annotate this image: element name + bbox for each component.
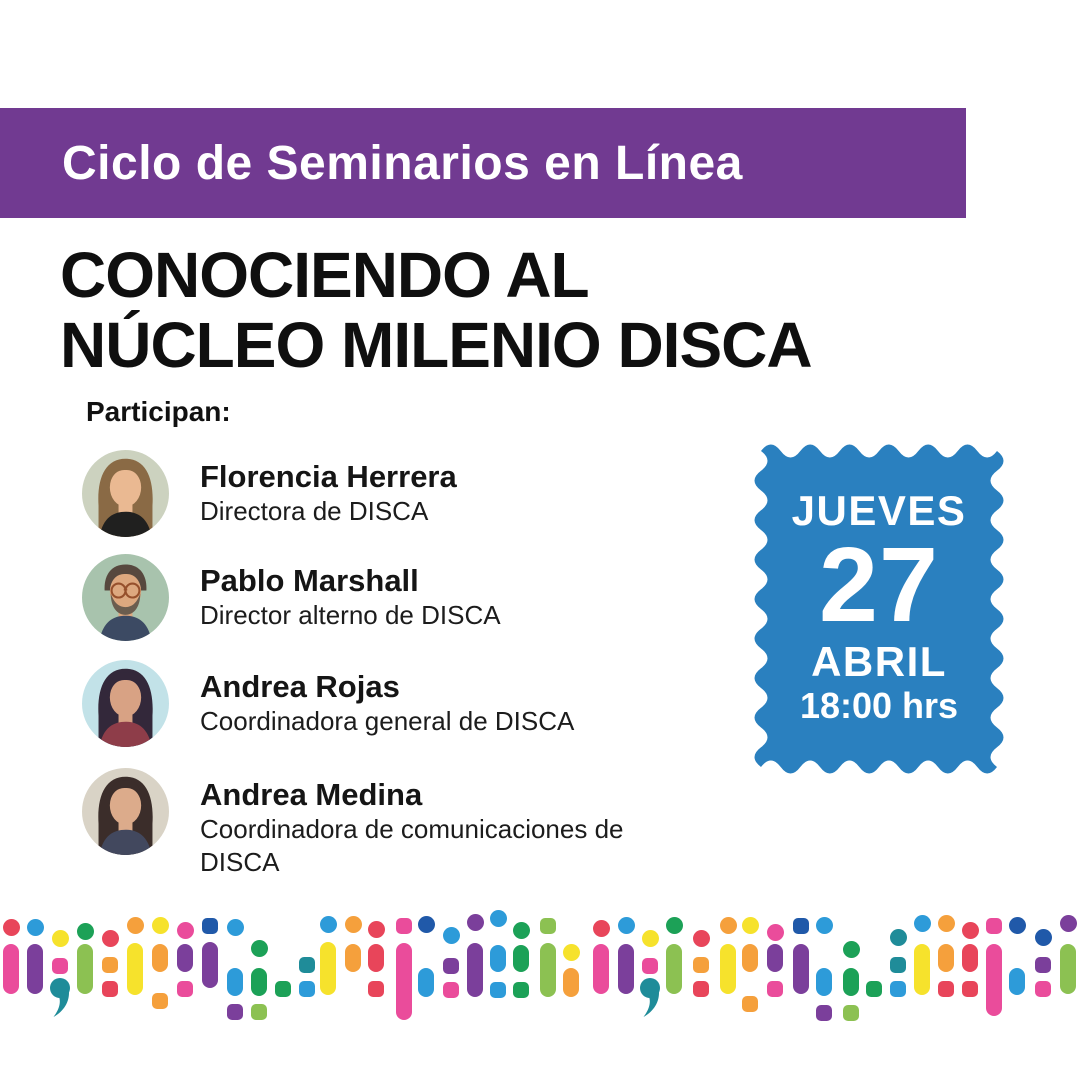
participant-avatar — [82, 768, 169, 855]
participant-avatar — [82, 554, 169, 641]
participant-text — [200, 554, 501, 632]
pattern-shape — [563, 968, 579, 997]
series-banner-label: Ciclo de Seminarios en Línea — [62, 136, 743, 190]
participant-name: Andrea Medina — [200, 777, 423, 812]
pattern-shape — [866, 981, 882, 997]
pattern-shape — [52, 958, 68, 974]
pattern-shape — [962, 944, 978, 972]
pattern-shape — [742, 996, 758, 1012]
pattern-shape — [513, 945, 529, 972]
pattern-shape — [767, 981, 783, 997]
avatar — [82, 554, 169, 641]
participant-row — [82, 554, 501, 641]
pattern-shape — [1060, 915, 1077, 932]
event-day-name: JUEVES — [791, 487, 967, 534]
pattern-shape — [513, 982, 529, 998]
pattern-shape — [152, 917, 169, 934]
pattern-shape — [127, 943, 143, 995]
pattern-shape — [368, 981, 384, 997]
participant-row — [82, 450, 457, 537]
pattern-shape — [816, 1005, 832, 1021]
pattern-shape — [593, 920, 610, 937]
pattern-shape — [767, 944, 783, 972]
dot-pattern-decoration — [0, 915, 1080, 1027]
pattern-shape — [3, 919, 20, 936]
pattern-shape — [227, 968, 243, 996]
event-month: ABRIL — [811, 638, 947, 685]
pattern-shape — [490, 910, 507, 927]
pattern-shape — [396, 943, 412, 1020]
pattern-shape — [986, 918, 1002, 934]
pattern-shape — [251, 968, 267, 996]
date-stamp-content — [753, 443, 1005, 725]
pattern-shape — [127, 917, 144, 934]
pattern-shape — [843, 968, 859, 996]
pattern-shape — [251, 1004, 267, 1020]
pattern-shape — [513, 922, 530, 939]
pattern-shape — [540, 918, 556, 934]
pattern-shape — [693, 957, 709, 973]
pattern-shape — [1035, 981, 1051, 997]
pattern-shape — [618, 944, 634, 994]
pattern-shape — [177, 981, 193, 997]
participant-text — [200, 450, 457, 528]
pattern-shape — [642, 958, 658, 974]
event-time: 18:00 hrs — [799, 685, 959, 726]
pattern-shape — [177, 922, 194, 939]
pattern-shape — [3, 944, 19, 994]
pattern-shape — [563, 944, 580, 961]
pattern-shape — [27, 944, 43, 994]
pattern-shape — [152, 993, 168, 1009]
pattern-shape — [490, 982, 506, 998]
pattern-shape — [443, 927, 460, 944]
event-day-number: 27 — [819, 526, 939, 644]
pattern-shape — [890, 929, 907, 946]
participant-name: Florencia Herrera — [200, 459, 457, 494]
pattern-shape — [202, 942, 218, 988]
participant-avatar — [82, 450, 169, 537]
participant-row — [82, 768, 680, 879]
pattern-shape — [177, 944, 193, 972]
pattern-shape — [843, 1005, 859, 1021]
pattern-shape — [816, 968, 832, 996]
pattern-shape — [77, 923, 94, 940]
pattern-shape — [938, 944, 954, 972]
pattern-shape — [275, 981, 291, 997]
pattern-shape — [227, 1004, 243, 1020]
pattern-shape — [938, 981, 954, 997]
participant-name: Andrea Rojas — [200, 669, 400, 704]
pattern-shape — [1009, 968, 1025, 995]
pattern-shape — [962, 922, 979, 939]
pattern-shape — [467, 943, 483, 997]
pattern-shape — [443, 958, 459, 974]
pattern-shape — [77, 944, 93, 994]
pattern-shape — [793, 944, 809, 994]
pattern-shape — [593, 944, 609, 994]
pattern-shape — [666, 917, 683, 934]
pattern-shape — [418, 968, 434, 997]
participant-text — [200, 660, 574, 738]
pattern-shape — [251, 940, 268, 957]
pattern-shape — [52, 930, 69, 947]
pattern-shape — [368, 944, 384, 972]
pattern-shape — [1060, 944, 1076, 994]
pattern-shape — [152, 944, 168, 972]
pattern-shape — [418, 916, 435, 933]
pattern-shape — [720, 944, 736, 994]
pattern-shape — [666, 944, 682, 994]
pattern-shape — [1009, 917, 1026, 934]
participant-role: Director alterno de DISCA — [200, 600, 501, 630]
participant-role: Coordinadora de comunicaciones de DISCA — [200, 814, 624, 877]
pattern-shape — [443, 982, 459, 998]
pattern-shape — [642, 930, 659, 947]
pattern-shape — [720, 917, 737, 934]
participants-heading: Participan: — [86, 396, 231, 427]
pattern-shape — [793, 918, 809, 934]
pattern-shape — [345, 916, 362, 933]
pattern-shape — [816, 917, 833, 934]
series-banner — [0, 108, 966, 218]
pattern-shape — [890, 957, 906, 973]
event-title-line2: NÚCLEO MILENIO DISCA — [60, 309, 812, 381]
pattern-shape — [843, 941, 860, 958]
participant-name: Pablo Marshall — [200, 563, 419, 598]
pattern-shape — [986, 944, 1002, 1016]
pattern-shape — [320, 916, 337, 933]
pattern-shape — [962, 981, 978, 997]
participant-avatar — [82, 660, 169, 747]
pattern-shape — [102, 957, 118, 973]
date-stamp-badge — [753, 443, 1005, 775]
pattern-shape — [320, 942, 336, 995]
pattern-shape — [490, 945, 506, 972]
pattern-shape — [368, 921, 385, 938]
pattern-shape — [50, 978, 72, 1020]
avatar — [82, 768, 169, 855]
pattern-shape — [1035, 957, 1051, 973]
pattern-shape — [27, 919, 44, 936]
pattern-shape — [742, 917, 759, 934]
avatar — [82, 450, 169, 537]
pattern-shape — [938, 915, 955, 932]
pattern-shape — [640, 978, 662, 1020]
pattern-shape — [1035, 929, 1052, 946]
avatar — [82, 660, 169, 747]
pattern-shape — [227, 919, 244, 936]
participant-row — [82, 660, 574, 747]
pattern-shape — [914, 944, 930, 995]
pattern-shape — [102, 930, 119, 947]
participant-text — [200, 768, 680, 879]
pattern-shape — [202, 918, 218, 934]
pattern-shape — [299, 957, 315, 973]
participant-role: Directora de DISCA — [200, 496, 429, 526]
pattern-shape — [767, 924, 784, 941]
pattern-shape — [467, 914, 484, 931]
pattern-shape — [914, 915, 931, 932]
pattern-shape — [890, 981, 906, 997]
pattern-shape — [540, 943, 556, 997]
participant-role: Coordinadora general de DISCA — [200, 706, 575, 736]
pattern-shape — [299, 981, 315, 997]
pattern-shape — [693, 981, 709, 997]
pattern-shape — [345, 944, 361, 972]
event-title — [60, 240, 812, 380]
pattern-shape — [396, 918, 412, 934]
pattern-shape — [102, 981, 118, 997]
pattern-shape — [693, 930, 710, 947]
pattern-shape — [742, 944, 758, 972]
event-title-line1: CONOCIENDO AL — [60, 239, 589, 311]
pattern-shape — [618, 917, 635, 934]
